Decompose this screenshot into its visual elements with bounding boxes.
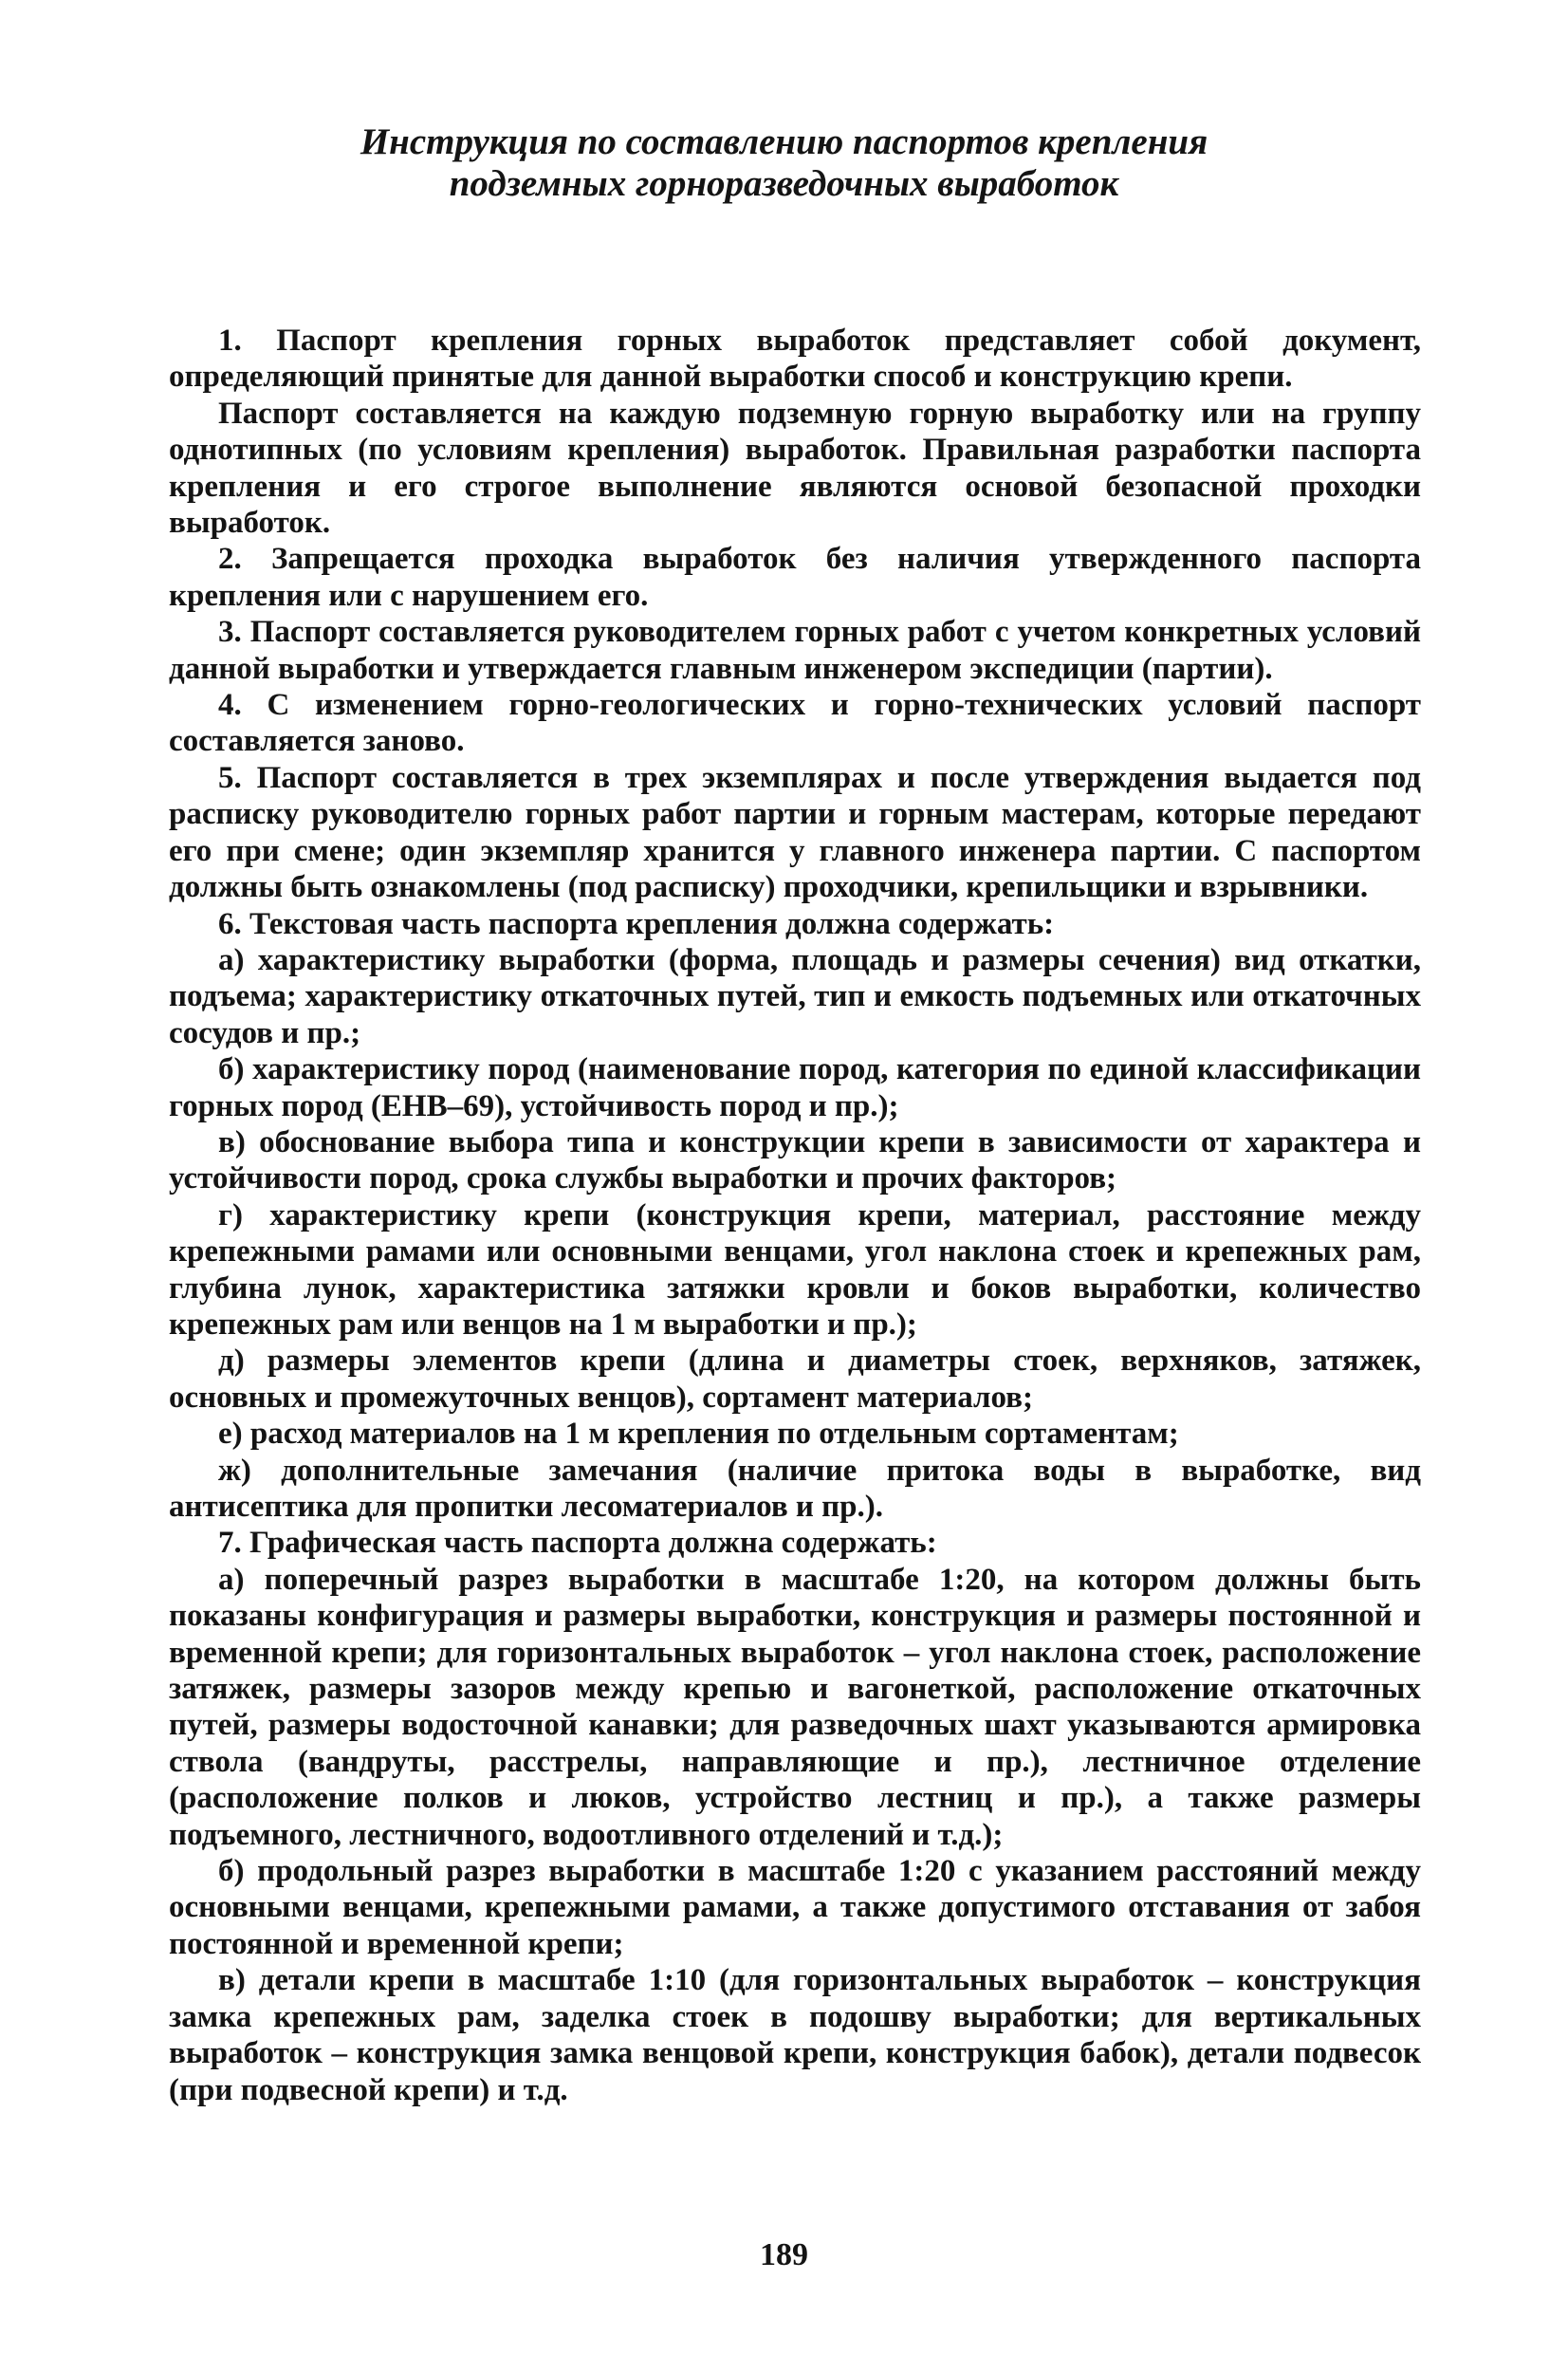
paragraph-6v: в) обоснование выбора типа и конструкции крепи в зависимости от характера и устойчивости пород, срока службы выработки и прочих факторов; — [169, 1124, 1421, 1196]
paragraph-6a: а) характеристику выработки (форма, площадь и размеры сечения) вид откатки, подъема; характеристику откаточных путей, тип и емкость подъемных или откаточных сосудов и пр.; — [169, 942, 1421, 1050]
paragraph-1: 1. Паспорт крепления горных выработок представляет собой документ, определяющий принятые для данной выработки способ и конструкцию крепи. — [169, 324, 1421, 395]
paragraph-7: 7. Графическая часть паспорта должна содержать: — [218, 1526, 937, 1561]
paragraph-6: 6. Текстовая часть паспорта крепления должна содержать: — [218, 906, 1055, 941]
paragraph-6b: б) характеристику пород (наименование пород, категория по единой классификации горных пород (ЕНВ–69), устойчивость пород и пр.); — [169, 1052, 1421, 1123]
paragraph-6g: г) характеристику крепи (конструкция крепи, материал, расстояние между крепежными рамами или основными венцами, угол наклона стоек и крепежных рам, глубина лунок, характеристика затяжки кровли и боков выработки, количество крепежных рам или венцов на 1 м выработки и пр.); — [169, 1197, 1421, 1342]
paragraph-7b: б) продольный разрез выработки в масштабе 1:20 с указанием расстояний между основными венцами, крепежными рамами, а также допустимого отставания от забоя постоянной и временной крепи; — [169, 1854, 1421, 1961]
page-title — [0, 121, 1568, 205]
title-line-1: Инструкция по составлению паспортов крепления — [360, 121, 1208, 162]
paragraph-7a: а) поперечный разрез выработки в масштабе 1:20, на котором должны быть показаны конфигурация и размеры выработки, конструкция и размеры постоянной и временной крепи; для горизонтальных выработок – угол наклона стоек, расположение затяжек, размеры зазоров между крепью и вагонеткой, расположение откаточных путей, размеры водосточной канавки; для разведочных шахт указываются армировка ствола (вандруты, расстрелы, направляющие и пр.), лестничное отделение (расположение полков и люков, устройство лестниц и пр.), а также размеры подъемного, лестничного, водоотливного отделений и т.д.); — [169, 1562, 1421, 1852]
title-line-2: подземных горноразведочных выработок — [449, 163, 1119, 204]
paragraph-6zh: ж) дополнительные замечания (наличие притока воды в выработке, вид антисептика для пропитки лесоматериалов и пр.). — [169, 1453, 1421, 1524]
page-number: 189 — [760, 2237, 808, 2272]
paragraph-5: 5. Паспорт составляется в трех экземплярах и после утверждения выдается под расписку руководителю горных работ партии и горным мастерам, которые передают его при смене; один экземпляр хранится у главного инженера партии. С паспортом должны быть ознакомлены (под расписку) проходчики, крепильщики и взрывники. — [169, 760, 1421, 905]
paragraph-1-cont: Паспорт составляется на каждую подземную горную выработку или на группу однотипных (по условиям крепления) выработок. Правильная разработки паспорта крепления и его строгое выполнение являются основой безопасной проходки выработок. — [169, 396, 1421, 541]
paragraph-4: 4. С изменением горно-геологических и горно-технических условий паспорт составляется заново. — [169, 688, 1421, 759]
body-text — [169, 323, 1421, 2108]
paragraph-2: 2. Запрещается проходка выработок без наличия утвержденного паспорта крепления или с нарушением его. — [169, 542, 1421, 613]
paragraph-6e: е) расход материалов на 1 м крепления по отдельным сортаментам; — [218, 1417, 1179, 1452]
paragraph-7v: в) детали крепи в масштабе 1:10 (для горизонтальных выработок – конструкция замка крепежных рам, заделка стоек в подошву выработки; для вертикальных выработок – конструкция замка венцовой крепи, конструкция бабок), детали подвесок (при подвесной крепи) и т.д. — [169, 1963, 1421, 2107]
paragraph-6d: д) размеры элементов крепи (длина и диаметры стоек, верхняков, затяжек, основных и промежуточных венцов), сортамент материалов; — [169, 1344, 1421, 1415]
paragraph-3: 3. Паспорт составляется руководителем горных работ с учетом конкретных условий данной выработки и утверждается главным инженером экспедиции (партии). — [169, 615, 1421, 686]
